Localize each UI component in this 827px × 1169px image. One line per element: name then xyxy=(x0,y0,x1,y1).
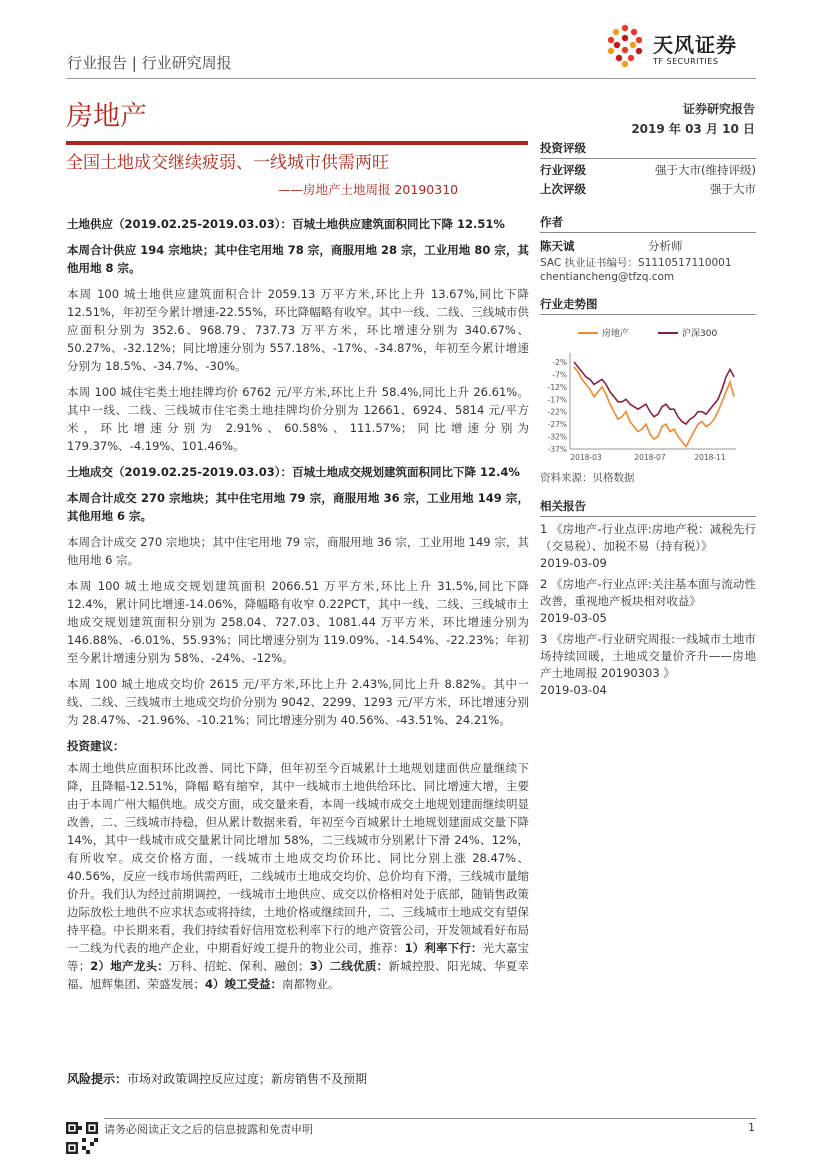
legend-label: 房地产 xyxy=(602,329,630,339)
supply-paragraph-1: 本周 100 城土地供应建筑面积合计 2059.13 万平方米,环比上升 13.67%,同比下降 12.51%，年初至今累计增速-22.55%，环比降幅略有收窄。其中一线、二线、三线城市供应面积分别为 352.6、968.79、737.73 万平方米，环比增速分别为 340.67%、50.27%、-32.12%；同比增速分别为 557.18%、-17%、-34.87%，年初至今累计增速分别为 18.5%、-34.7%、-30%。 xyxy=(67,287,529,373)
related-item xyxy=(540,631,756,699)
author-block xyxy=(540,214,756,284)
related-block xyxy=(540,498,756,699)
rating-block xyxy=(540,140,756,199)
x-tick-label: 2018-07 xyxy=(634,453,666,462)
report-subtitle: ——房地产土地周报 20190310 xyxy=(278,182,459,197)
deal-paragraph-2: 本周 100 城土地成交规划建筑面积 2066.51 万平方米,环比上升 31.5%,同比下降 12.4%，累计同比增速-14.06%，降幅略有收窄 0.22PCT，其中一线、二线、三线城市土地成交规划建筑面积分别为 258.04、727.03、1081.44 万平方米，环比增速分别为 146.88%、-6.01%、55.93%；同比增速分别为 119.09%、-14.54%、-22.23%；年初至今累计增速分别为 58%、-24%、-12%。 xyxy=(67,579,529,665)
related-link[interactable]: 1 《房地产-行业点评:房地产税：减税先行（交易税）、加税不易（持有税）》 xyxy=(540,522,756,553)
deal-heading: 土地成交（2019.02.25-2019.03.03）：百城土地成交规划建筑面积同比下降 12.4% xyxy=(67,465,520,479)
supply-paragraph-2: 本周 100 城住宅类土地挂牌均价 6762 元/平方米,环比上升 58.4%,同比上升 26.61%。其中一线、二线、三线城市住宅类土地挂牌均价分别为 12661、6924、5814 元/平方米，环比增速分别为 2.91%、60.58%、111.57%；同比增速分别为 179.37%、-4.19%、101.46%。 xyxy=(67,385,529,453)
deal-paragraph-1: 本周合计成交 270 宗地块；其中住宅用地 79 宗，商服用地 36 宗，工业用地 149 宗，其他用地 6 宗。 xyxy=(67,535,529,567)
footer-divider xyxy=(104,1118,756,1119)
deal-paragraph-3: 本周 100 城土地成交均价 2615 元/平方米,环比上升 2.43%,同比上升 8.82%。其中一线、二线、三线城市土地成交均价分别为 9042、2299、1293 元/平方米，环比增速分别为 28.47%、-21.96%、-10.21%；同比增速分别为 40.56%、-43.51%、24.21%。 xyxy=(67,677,529,727)
brand-logo xyxy=(603,23,763,71)
related-heading: 相关报告 xyxy=(540,498,756,517)
related-item xyxy=(540,521,756,572)
y-tick-label: -17% xyxy=(547,395,567,405)
trend-heading: 行业走势图 xyxy=(540,296,756,315)
risk-warning xyxy=(67,1070,367,1087)
report-type: 证券研究报告 xyxy=(682,102,755,116)
prev-rating-row xyxy=(540,180,756,199)
report-title: 全国土地成交继续疲弱、一线城市供需两旺 xyxy=(66,153,389,173)
advice-rec3: 新城控股、阳光城、华夏幸福、旭辉集团、荣盛发展； xyxy=(67,959,529,991)
main-content xyxy=(67,215,529,1001)
x-tick-label: 2018-03 xyxy=(570,453,602,462)
trend-chart xyxy=(540,319,756,469)
advice-rec4: 南都物业。 xyxy=(282,977,340,991)
supply-heading: 土地供应（2019.02.25-2019.03.03）：百城土地供应建筑面积同比下降 12.51% xyxy=(67,217,505,231)
series-line-property xyxy=(574,367,734,447)
prev-rating-value: 强于大市 xyxy=(710,182,756,196)
related-link[interactable]: 3 《房地产-行业研究周报:一线城市土地市场持续回暖，土地成交量价齐升——房地产土地周报 20190303 》 xyxy=(540,632,756,680)
advice-rec3-label: 3）二线优质： xyxy=(309,959,389,973)
brand-name-en: TF SECURITIES xyxy=(653,57,719,66)
prev-rating-label: 上次评级 xyxy=(540,182,586,196)
x-tick-label: 2018-11 xyxy=(694,453,726,462)
y-tick-label: -32% xyxy=(547,432,567,442)
industry-rating-value: 强于大市(维持评级) xyxy=(655,163,756,177)
rating-heading: 投资评级 xyxy=(540,140,756,159)
industry-title: 房地产 xyxy=(66,101,147,132)
deal-summary: 本周合计成交 270 宗地块；其中住宅用地 79 宗，商服用地 36 宗，工业用地 149 宗，其他用地 6 宗。 xyxy=(67,491,529,523)
header-divider xyxy=(66,78,756,79)
y-tick-label: -27% xyxy=(547,420,567,430)
footer-disclaimer: 请务必阅读正文之后的信息披露和免责申明 xyxy=(104,1123,313,1136)
brand-mark-icon xyxy=(603,23,647,69)
author-row xyxy=(540,237,756,256)
author-heading: 作者 xyxy=(540,214,756,233)
related-date: 2019-03-09 xyxy=(540,556,607,570)
y-tick-label: -37% xyxy=(547,445,567,454)
industry-rating-row xyxy=(540,161,756,180)
report-category: 行业报告 | 行业研究周报 xyxy=(67,54,232,72)
supply-summary: 本周合计供应 194 宗地块；其中住宅用地 78 宗，商服用地 28 宗，工业用地 80 宗，其他用地 8 宗。 xyxy=(67,243,529,275)
related-date: 2019-03-05 xyxy=(540,611,607,625)
trend-block xyxy=(540,296,756,485)
advice-rec2: 万科、招蛇、保利、融创； xyxy=(168,959,310,973)
y-tick-label: -22% xyxy=(547,407,567,417)
related-link[interactable]: 2 《房地产-行业点评:关注基本面与流动性改善，重视地产板块相对收益》 xyxy=(540,577,756,608)
risk-text: 市场对政策调控反应过度；新房销售不及预期 xyxy=(127,1072,368,1086)
chart-source: 资料来源：贝格数据 xyxy=(540,472,635,484)
advice-heading: 投资建议： xyxy=(67,739,125,753)
advice-rec2-label: 2）地产龙头： xyxy=(90,959,169,973)
advice-text: 本周土地供应面积环比改善、同比下降，但年初至今百城累计土地规划建面供应量继续下降，且降幅-12.51%，降幅 略有缩窄，其中一线城市土地供给环比、同比增速大增，主要由于本周广州大幅供地。成交方面，成交量来看，本周一线城市成交土地规划建面继续明显改善，二、三线城市持稳，但从累计数据来看，年初至今百城累计土地规划建面成交量下降 14%，其中一线城市成交量累计同比增加 58%，二三线城市分别累计下滑 24%、12%，有所收窄。成交价格方面，一线城市土地成交均价环比、同比分别上涨 28.47%、40.56%，反应一线市场供需两旺，二线城市土地成交均价、总价均有下滑，三线城市量缩价升。我们认为经过前期调控，一线城市土地供应、成交以价格相对处于底部，随销售政策边际放松土地供不应求状态或将持续，土地价格或继续回升，二、三线城市土地成交有望保持平稳。中长期来看，我们持续看好信用宽松利率下行的地产资管公司，开发领域看好布局一二线为代表的地产企业，中期看好竣工提升的物业公司，推荐： xyxy=(67,761,529,955)
advice-rec4-label: 4）竣工受益： xyxy=(205,977,283,991)
report-date: 2019 年 03 月 10 日 xyxy=(631,122,755,136)
qr-code-icon xyxy=(66,1122,98,1154)
author-email[interactable]: chentiancheng@tfzq.com xyxy=(540,271,675,283)
page-number: 1 xyxy=(748,1121,755,1134)
author-role: 分析师 xyxy=(648,239,683,253)
brand-name-cn: 天风证券 xyxy=(653,33,737,57)
advice-rec1: 光大嘉宝等； xyxy=(67,941,529,973)
advice-paragraph xyxy=(67,759,529,993)
related-date: 2019-03-04 xyxy=(540,683,607,697)
author-cert: SAC 执业证书编号：S1110517110001 xyxy=(540,257,732,269)
advice-rec1-label: 1）利率下行： xyxy=(404,941,483,955)
y-tick-label: -7% xyxy=(552,370,567,380)
related-item xyxy=(540,576,756,627)
risk-label: 风险提示： xyxy=(67,1072,128,1086)
y-tick-label: -12% xyxy=(547,382,567,392)
author-name: 陈天诚 xyxy=(540,239,575,253)
legend-label: 沪深300 xyxy=(682,329,718,339)
title-bar xyxy=(66,141,528,145)
industry-rating-label: 行业评级 xyxy=(540,163,586,177)
y-tick-label: -2% xyxy=(552,357,567,367)
